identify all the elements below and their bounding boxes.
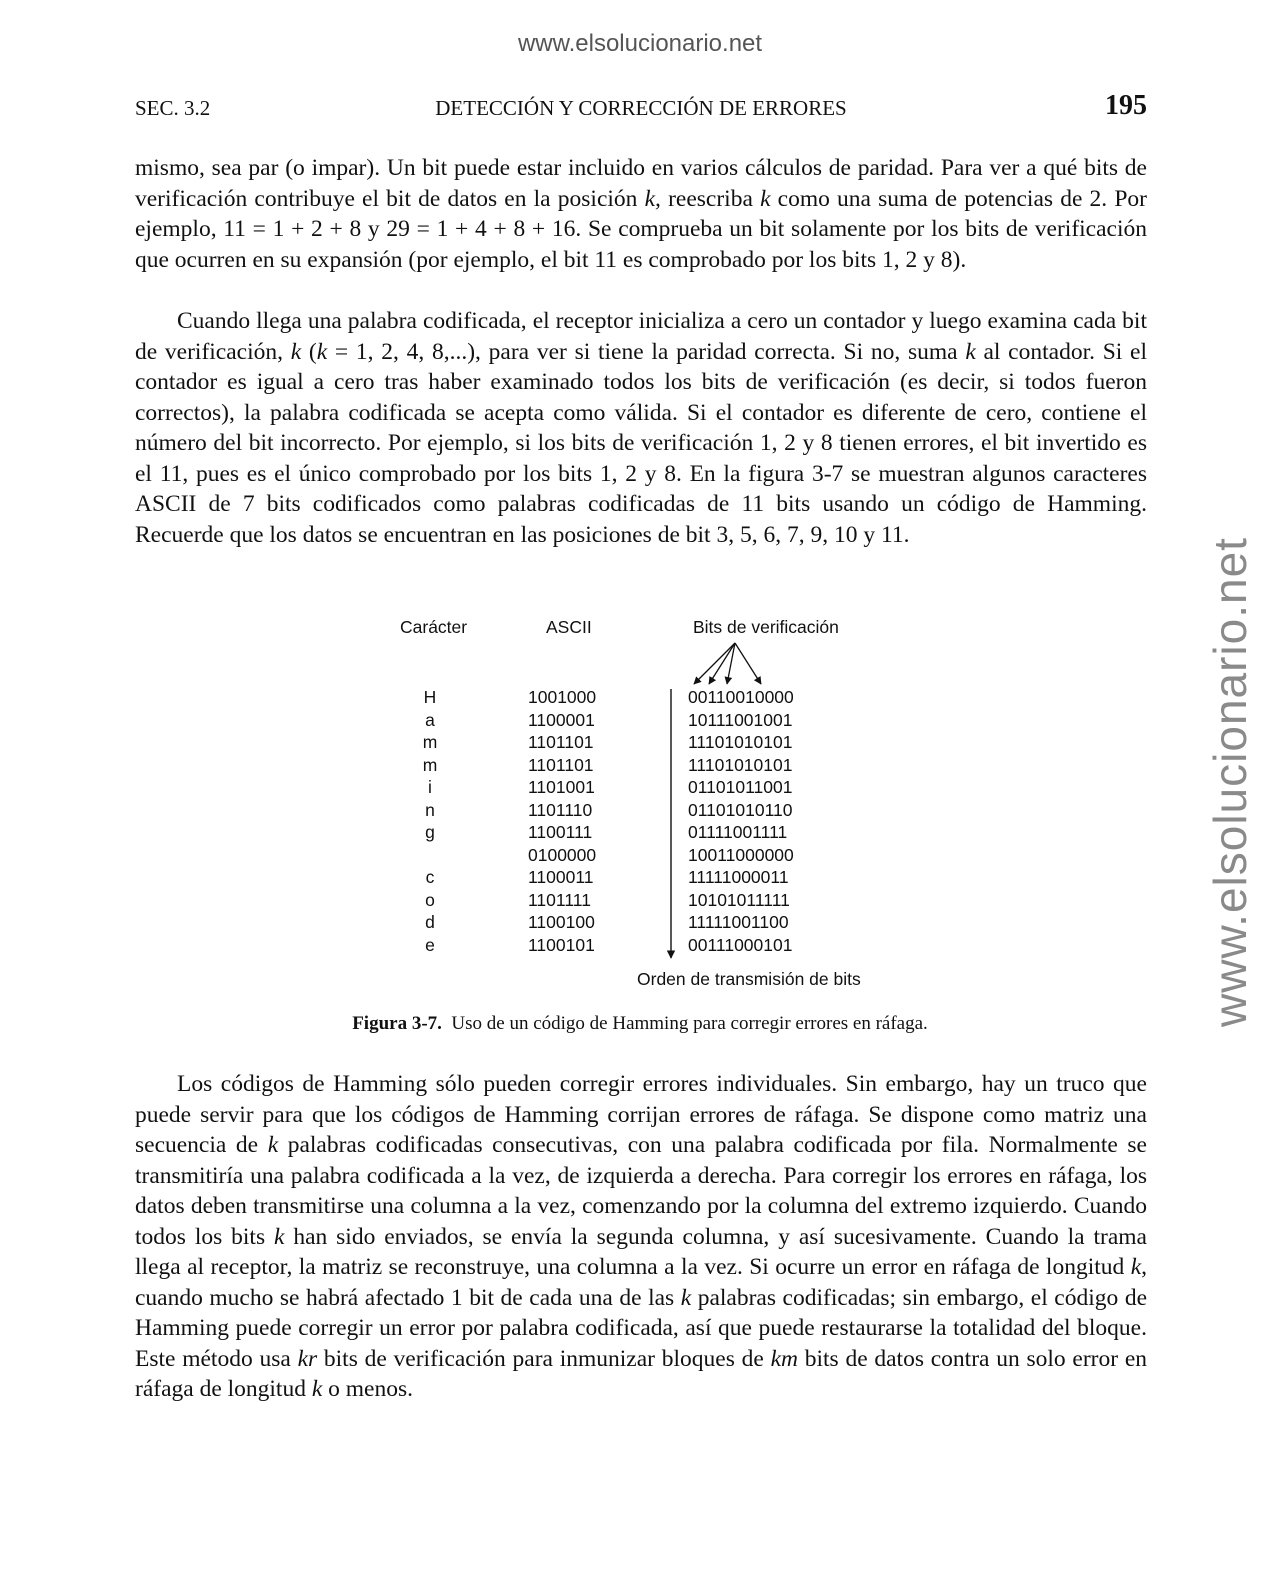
arrow-check-bit-8 bbox=[735, 643, 761, 684]
ascii-cell: 1101101 bbox=[528, 732, 594, 752]
codeword-cell: 11111000011 bbox=[688, 867, 789, 887]
ascii-cell: 1100101 bbox=[528, 934, 595, 955]
paragraph-2: Cuando llega una palabra codificada, el receptor inicializa a cero un contador y luego examina cada bit de verificación, k (k = 1, 2, 4, 8,...), para ver si tiene la paridad correcta. Si no, suma k al contador. Si el contador es igual a cero tras haber examinado todos los bits de verificación (es decir, si todos fueron correctos), la palabra codificada se acepta como válida. Si el contador es diferente de cero, contiene el número del bit incorrecto. Por ejemplo, si los bits de verificación 1, 2 y 8 tienen errores, el bit invertido es el 11, pues es el único comprobado por los bits 1, 2 y 8. En la figura 3-7 se muestran algunos caracteres ASCII de 7 bits codificados como palabras codificadas de 11 bits usando un código de Hamming. Recuerde que los datos se encuentran en las posiciones de bit 3, 5, 6, 7, 9, 10 y 11. bbox=[135, 308, 1147, 548]
ascii-cell: 1101101 bbox=[528, 754, 594, 775]
character-cell: g bbox=[425, 822, 435, 842]
codeword-cell: 11111001100 bbox=[688, 912, 789, 932]
codeword-cell: 01101010110 bbox=[688, 799, 793, 820]
header-check-bits: Bits de verificación bbox=[693, 617, 839, 637]
codeword-cell: 01101011001 bbox=[688, 777, 793, 797]
watermark-top: www.elsolucionario.net bbox=[517, 30, 763, 57]
header-character: Carácter bbox=[400, 617, 468, 637]
character-cell: o bbox=[425, 889, 435, 910]
ascii-cell: 1100011 bbox=[528, 867, 594, 887]
paragraph-1: mismo, sea par (o impar). Un bit puede estar incluido en varios cálculos de paridad. Para ver a qué bits de verificación contribuye el bit de datos en la posición k, reescriba k como una suma de potencias de 2. Por ejemplo, 11 = 1 + 2 + 8 y 29 = 1 + 4 + 8 + 16. Se comprueba un bit solamente por los bits de verificación que ocurren en su expansión (por ejemplo, el bit 11 es comprobado por los bits 1, 2 y 8). bbox=[135, 155, 1148, 273]
character-cell: m bbox=[422, 732, 438, 752]
arrow-check-bit-1 bbox=[694, 643, 735, 684]
character-cell: e bbox=[425, 934, 435, 955]
ascii-cell: 0100000 bbox=[528, 844, 597, 865]
ascii-column bbox=[528, 686, 596, 956]
ascii-cell: 1101110 bbox=[528, 799, 593, 820]
codeword-cell: 00111000101 bbox=[688, 934, 793, 955]
section-number: SEC. 3.2 bbox=[135, 96, 211, 120]
character-cell: a bbox=[425, 709, 435, 730]
ascii-cell: 1100111 bbox=[528, 822, 593, 842]
codeword-column bbox=[688, 686, 794, 956]
ascii-cell: 1100001 bbox=[528, 709, 595, 730]
character-cell: m bbox=[422, 754, 438, 775]
header-ascii: ASCII bbox=[546, 617, 592, 637]
running-head bbox=[135, 92, 1147, 126]
arrow-check-bit-4 bbox=[727, 643, 735, 684]
arrow-check-bit-2 bbox=[709, 643, 735, 684]
codeword-cell: 11101010101 bbox=[688, 732, 793, 752]
check-bit-arrows bbox=[694, 643, 761, 684]
caption-text: Uso de un código de Hamming para corregir errores en ráfaga. bbox=[451, 1013, 928, 1034]
paragraph-3: Los códigos de Hamming sólo pueden corregir errores individuales. Sin embargo, hay un truco que puede servir para que los códigos de Hamming corrijan errores de ráfaga. Se dispone como matriz una secuencia de k palabras codificadas consecutivas, con una palabra codificada por fila. Normalmente se transmitiría una palabra codificada a la vez, de izquierda a derecha. Para corregir los errores en ráfaga, los datos deben transmitirse una columna a la vez, comenzando por la columna del extremo izquierdo. Cuando todos los bits k han sido enviados, se envía la segunda columna, y así sucesivamente. Cuando la trama llega al receptor, la matriz se reconstruye, una columna a la vez. Si ocurre un error en ráfaga de longitud k, cuando mucho se habrá afectado 1 bit de cada una de las k palabras codificadas; sin embargo, el código de Hamming puede corregir un error por palabra codificada, así que puede restaurarse la totalidad del bloque. Este método usa kr bits de verificación para inmunizar bloques de km bits de datos contra un solo error en ráfaga de longitud k o menos. bbox=[135, 1071, 1148, 1402]
codeword-cell: 11101010101 bbox=[688, 754, 793, 775]
codeword-cell: 01111001111 bbox=[688, 822, 788, 842]
transmission-order-label: Orden de transmisión de bits bbox=[637, 969, 861, 989]
character-cell: c bbox=[425, 867, 435, 887]
character-cell bbox=[400, 844, 460, 867]
character-cell: H bbox=[423, 687, 437, 707]
ascii-cell: 1001000 bbox=[528, 687, 597, 707]
watermark-side: www.elsolucionario.net bbox=[1204, 537, 1256, 1027]
page-number: 195 bbox=[1105, 90, 1147, 121]
ascii-cell: 1101111 bbox=[528, 889, 591, 910]
character-column bbox=[400, 686, 460, 956]
codeword-cell: 10101011111 bbox=[688, 889, 790, 910]
codeword-cell: 00110010000 bbox=[688, 687, 794, 707]
caption-label: Figura 3-7. bbox=[352, 1013, 442, 1034]
ascii-cell: 1100100 bbox=[528, 912, 595, 932]
character-cell: d bbox=[425, 912, 435, 932]
figure-caption bbox=[0, 1013, 1280, 1035]
chapter-title: DETECCIÓN Y CORRECCIÓN DE ERRORES bbox=[435, 96, 847, 120]
codeword-cell: 10111001001 bbox=[688, 709, 793, 730]
character-cell: i bbox=[428, 777, 432, 797]
ascii-cell: 1101001 bbox=[528, 777, 595, 797]
character-cell: n bbox=[425, 799, 435, 820]
codeword-cell: 10011000000 bbox=[688, 844, 794, 865]
